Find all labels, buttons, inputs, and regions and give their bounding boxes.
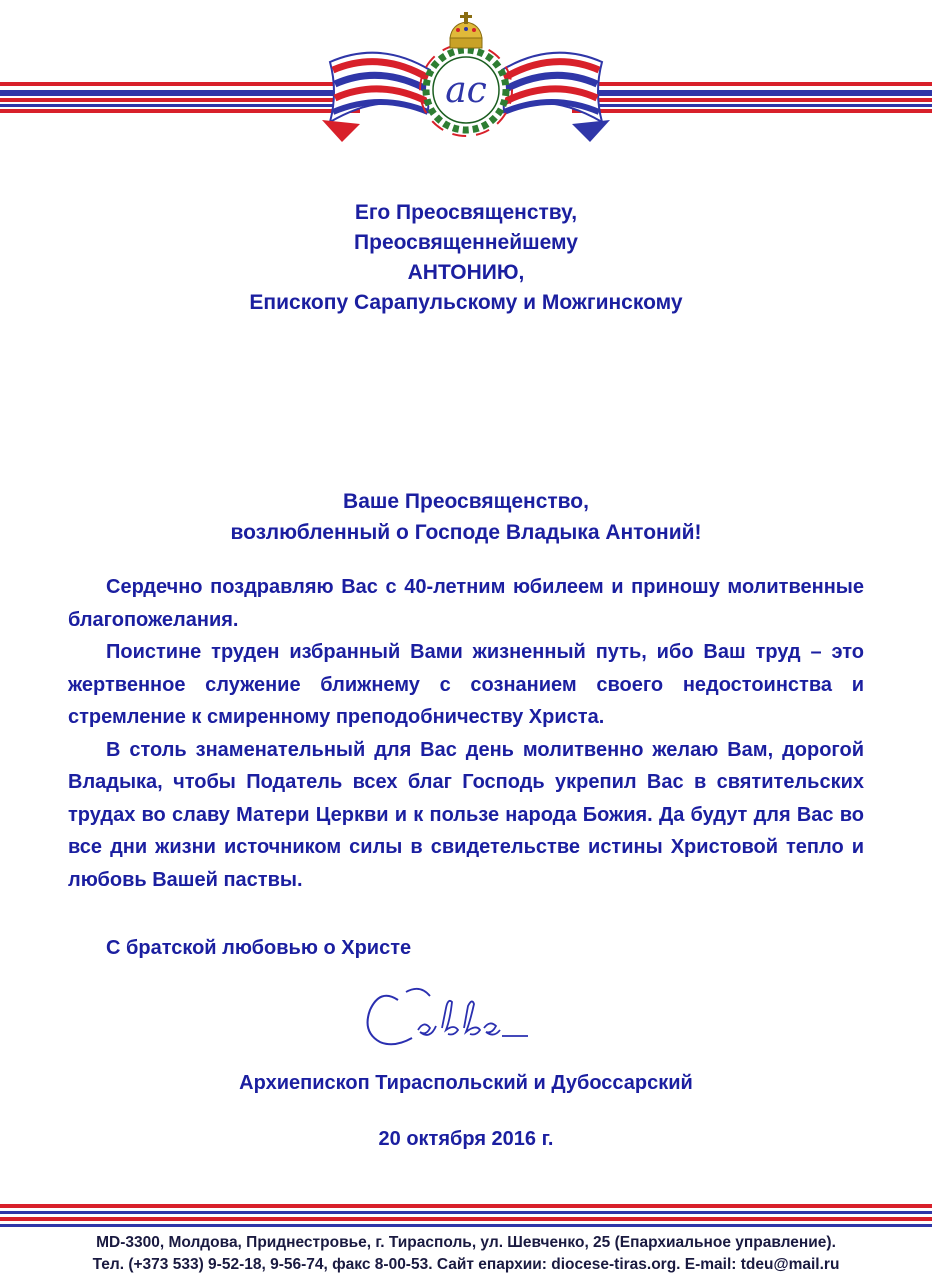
salutation-block [0, 486, 932, 548]
addressee-name: АНТОНИЮ, [407, 261, 525, 284]
footer-contacts [0, 1232, 932, 1276]
crown-icon [450, 12, 482, 48]
footer-stripe-graphic [0, 1202, 932, 1230]
letter-body [68, 571, 864, 896]
salutation-line: возлюбленный о Господе Владыка Антоний! [230, 521, 702, 544]
letter-date: 20 октября 2016 г. [378, 1128, 554, 1150]
body-paragraph: В столь знаменательный для Вас день молитвенно желаю Вам, дорогой Владыка, чтобы Податель всех благ Господь укрепил Вас в святительских трудах во славу Матери Церкви и к пользе народа Божия. Да будут для Вас во все дни жизни источником силы в свидетельстве истины Христовой тепло и любовь Вашей паствы. [68, 738, 864, 891]
letterhead [0, 0, 932, 160]
signer-title: Архиепископ Тираспольский и Дубоссарский [239, 1072, 693, 1094]
signature-graphic [360, 980, 540, 1050]
addressee-line: Его Преосвященству, [354, 201, 578, 224]
footer-contact-line: Тел. (+373 533) 9-52-18, 9-56-74, факс 8-00-53. Сайт епархии: diocese-tiras.org. E-mail: tdeu@mail.ru [92, 1256, 840, 1273]
salutation-line: Ваше Преосвященство, [343, 490, 589, 513]
right-ribbon [502, 53, 610, 142]
left-stripes [0, 82, 360, 113]
right-stripes [572, 82, 932, 113]
ribbon-emblem-graphic [0, 0, 932, 160]
body-paragraph: Поистине труден избранный Вами жизненный путь, ибо Ваш труд – это жертвенное служение ближнему с сознанием своего недостоинства и стремление к смиренному преподобничеству Христа. [68, 641, 864, 728]
addressee-line: Преосвященнейшему [354, 231, 578, 254]
footer-stripes [0, 1202, 932, 1230]
footer-address: MD-3300, Молдова, Приднестровье, г. Тирасполь, ул. Шевченко, 25 (Епархиальное управление). [96, 1234, 836, 1251]
handwritten-signature [360, 980, 540, 1055]
closing-phrase: С братской любовью о Христе [106, 937, 412, 959]
addressee-block [0, 198, 932, 318]
body-paragraph: Сердечно поздравляю Вас с 40-летним юбилеем и приношу молитвенные благопожелания. [68, 576, 864, 631]
addressee-title: Епископу Сарапульскому и Можгинскому [249, 291, 683, 314]
monogram: ас [445, 70, 487, 111]
left-ribbon [322, 53, 430, 142]
